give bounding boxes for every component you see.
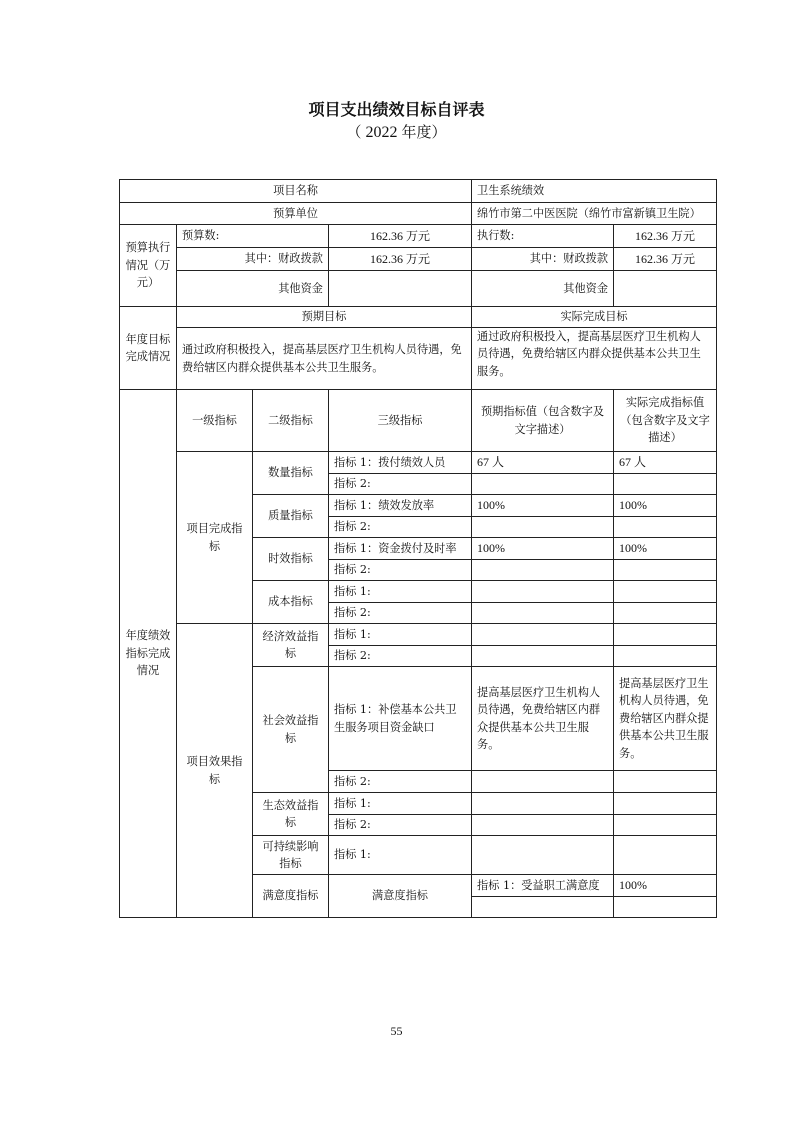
satisfaction-l1-label: 满意度指标 (253, 875, 329, 918)
project-name-value: 卫生系统绩效 (472, 180, 717, 203)
budget-unit-value: 绵竹市第二中医医院（绵竹市富新镇卫生院） (472, 203, 717, 225)
quality-1-name: 指标 1：绩效发放率 (329, 495, 472, 517)
subtitle-open: （ (346, 123, 362, 141)
sustainable-1-expected (472, 836, 614, 875)
quantity-1-name: 指标 1：拨付绩效人员 (329, 452, 472, 474)
page-title: 项目支出绩效目标自评表 (308, 100, 485, 119)
economic-2-expected (472, 646, 614, 667)
timeliness-2-expected (472, 560, 614, 581)
quantity-1-actual: 67 人 (614, 452, 717, 474)
cost-indicator-label: 成本指标 (253, 581, 329, 624)
other-funds-label: 其他资金 (177, 271, 329, 307)
table-row (120, 248, 717, 271)
satisfaction-1-expected: 100% (614, 875, 717, 897)
table-row (120, 328, 717, 390)
expected-goal-header: 预期目标 (177, 307, 472, 328)
economic-1-expected (472, 624, 614, 646)
header-expected: 预期指标值（包含数字及文字描述） (472, 390, 614, 452)
table-row (120, 390, 717, 452)
quality-indicator-label: 质量指标 (253, 495, 329, 538)
budget-amount-label: 预算数: (177, 225, 329, 248)
other-funds-exec-value (614, 271, 717, 307)
page-subtitle (0, 121, 793, 142)
table-row (120, 271, 717, 307)
table-row (120, 203, 717, 225)
fiscal-exec-label: 其中：财政拨款 (472, 248, 614, 271)
timeliness-1-actual: 100% (614, 538, 717, 560)
project-name-label: 项目名称 (120, 180, 472, 203)
satisfaction-1-name: 指标 1：受益职工满意度 (472, 875, 614, 897)
timeliness-indicator-label: 时效指标 (253, 538, 329, 581)
subtitle-year: 2022 (365, 124, 398, 141)
economic-1-actual (614, 624, 717, 646)
fiscal-label: 其中：财政拨款 (177, 248, 329, 271)
budget-amount-value: 162.36 万元 (329, 225, 472, 248)
quantity-indicator-label: 数量指标 (253, 452, 329, 495)
economic-indicator-label: 经济效益指标 (253, 624, 329, 667)
page-number: 55 (390, 1024, 403, 1038)
social-2-actual (614, 771, 717, 793)
header-level1: 一级指标 (177, 390, 253, 452)
social-1-actual: 提高基层医疗卫生机构人员待遇，免费给辖区内群众提供基本公共卫生服务。 (614, 667, 717, 771)
quality-1-actual: 100% (614, 495, 717, 517)
sustainable-indicator-label: 可持续影响指标 (253, 836, 329, 875)
quantity-2-name: 指标 2: (329, 474, 472, 495)
other-funds-budget-value (329, 271, 472, 307)
table-row (120, 307, 717, 328)
fiscal-exec-value: 162.36 万元 (614, 248, 717, 271)
sustainable-1-name: 指标 1: (329, 836, 472, 875)
header-level3: 三级指标 (329, 390, 472, 452)
timeliness-2-actual (614, 560, 717, 581)
cost-2-name: 指标 2: (329, 603, 472, 624)
ecological-2-actual (614, 815, 717, 836)
output-indicator-label: 项目完成指标 (177, 452, 253, 624)
expected-goal-text: 通过政府积极投入，提高基层医疗卫生机构人员待遇，免费给辖区内群众提供基本公共卫生服务。 (177, 328, 472, 390)
budget-unit-label: 预算单位 (120, 203, 472, 225)
ecological-2-name: 指标 2: (329, 815, 472, 836)
indicators-section-label: 年度绩效指标完成情况 (120, 390, 177, 918)
satisfaction-2-name (472, 897, 614, 918)
social-indicator-label: 社会效益指标 (253, 667, 329, 793)
quantity-2-actual (614, 474, 717, 495)
satisfaction-2-expected (614, 897, 717, 918)
ecological-1-expected (472, 793, 614, 815)
performance-table (119, 179, 717, 918)
subtitle-suffix: 年度） (401, 123, 447, 141)
table-row (120, 180, 717, 203)
cost-1-expected (472, 581, 614, 603)
ecological-1-name: 指标 1: (329, 793, 472, 815)
social-2-name: 指标 2: (329, 771, 472, 793)
quantity-1-expected: 67 人 (472, 452, 614, 474)
timeliness-2-name: 指标 2: (329, 560, 472, 581)
cost-2-actual (614, 603, 717, 624)
quality-2-name: 指标 2: (329, 517, 472, 538)
economic-2-actual (614, 646, 717, 667)
fiscal-budget-value: 162.36 万元 (329, 248, 472, 271)
ecological-1-actual (614, 793, 717, 815)
cost-1-actual (614, 581, 717, 603)
other-funds-exec-label: 其他资金 (472, 271, 614, 307)
effect-indicator-label: 项目效果指标 (177, 624, 253, 918)
quantity-2-expected (472, 474, 614, 495)
exec-amount-label: 执行数: (472, 225, 614, 248)
satisfaction-l2-label: 满意度指标 (329, 875, 472, 918)
actual-goal-text: 通过政府积极投入，提高基层医疗卫生机构人员待遇，免费给辖区内群众提供基本公共卫生服务。 (472, 328, 717, 390)
timeliness-1-expected: 100% (472, 538, 614, 560)
annual-goal-section-label: 年度目标完成情况 (120, 307, 177, 390)
social-2-expected (472, 771, 614, 793)
economic-1-name: 指标 1: (329, 624, 472, 646)
quality-1-expected: 100% (472, 495, 614, 517)
sustainable-1-actual (614, 836, 717, 875)
exec-amount-value: 162.36 万元 (614, 225, 717, 248)
economic-2-name: 指标 2: (329, 646, 472, 667)
quality-2-actual (614, 517, 717, 538)
table-row (120, 452, 717, 474)
timeliness-1-name: 指标 1：资金拨付及时率 (329, 538, 472, 560)
budget-section-label: 预算执行情况（万元） (120, 225, 177, 307)
actual-goal-header: 实际完成目标 (472, 307, 717, 328)
table-row (120, 624, 717, 646)
table-row (120, 225, 717, 248)
quality-2-expected (472, 517, 614, 538)
ecological-2-expected (472, 815, 614, 836)
header-actual: 实际完成指标值（包含数字及文字描述） (614, 390, 717, 452)
social-1-name: 指标 1：补偿基本公共卫生服务项目资金缺口 (329, 667, 472, 771)
social-1-expected: 提高基层医疗卫生机构人员待遇，免费给辖区内群众提供基本公共卫生服务。 (472, 667, 614, 771)
cost-2-expected (472, 603, 614, 624)
header-level2: 二级指标 (253, 390, 329, 452)
ecological-indicator-label: 生态效益指标 (253, 793, 329, 836)
cost-1-name: 指标 1: (329, 581, 472, 603)
